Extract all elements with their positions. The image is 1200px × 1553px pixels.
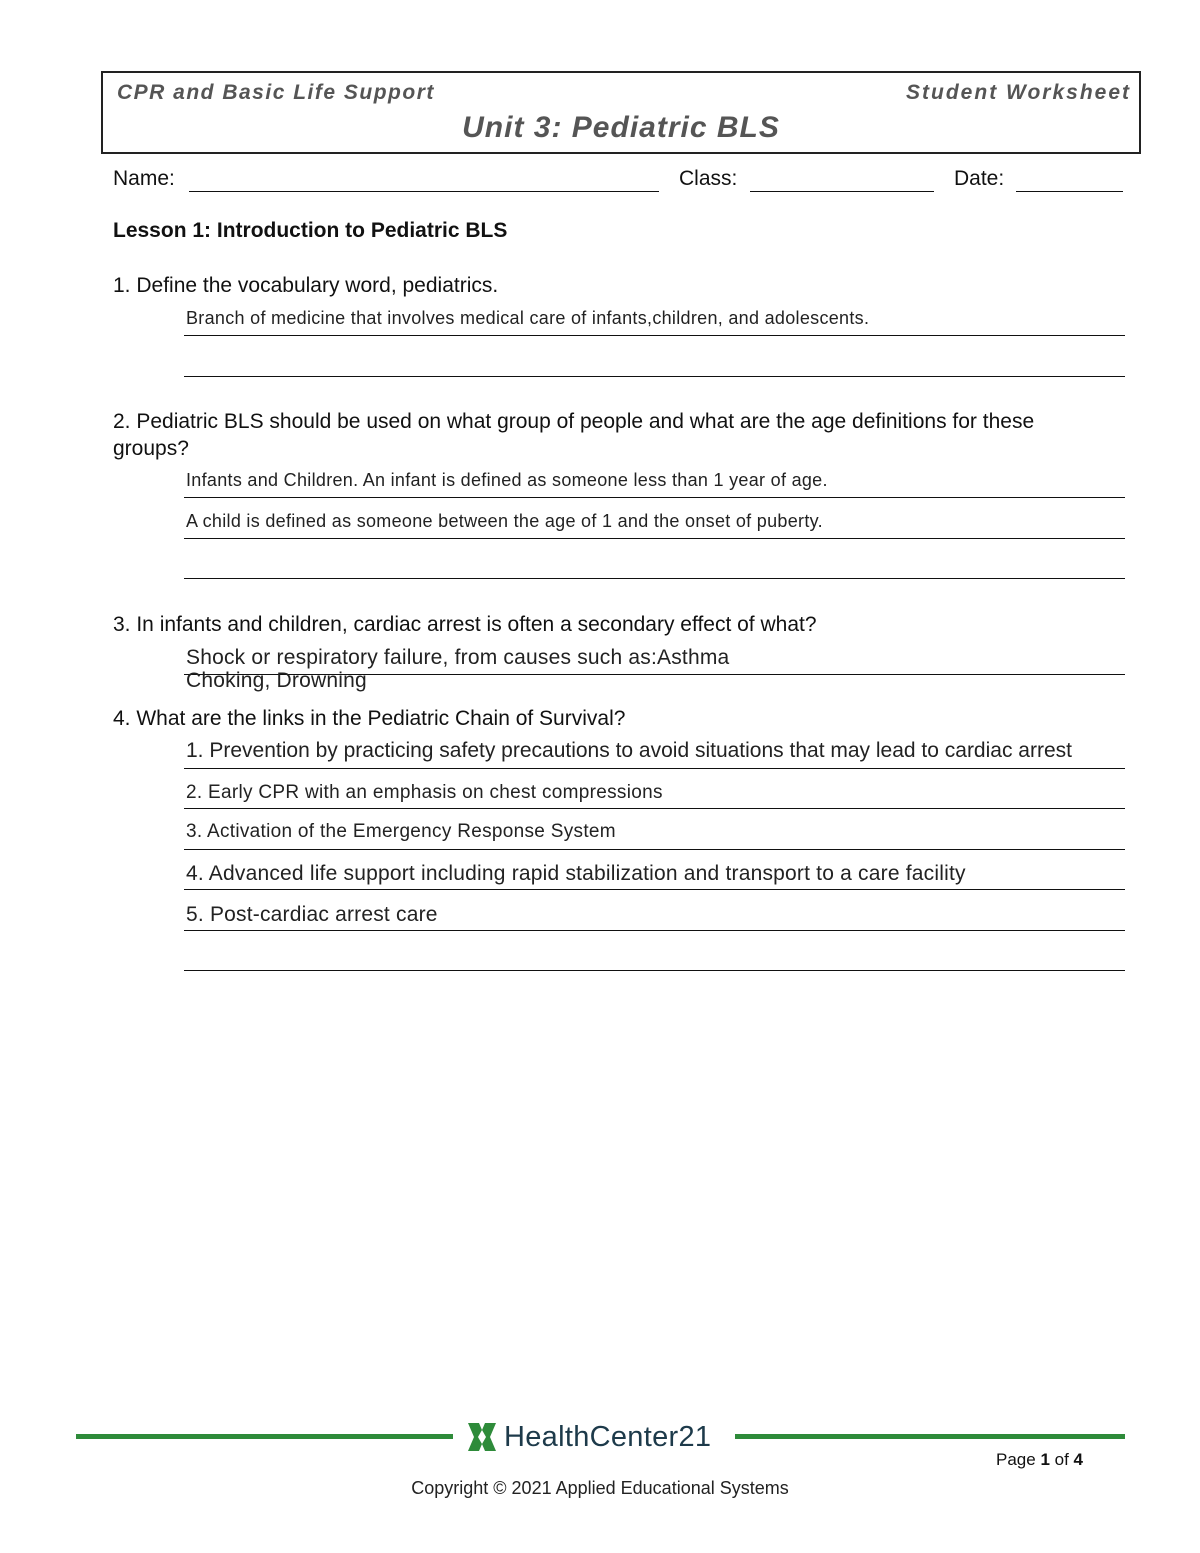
question-4-answer-2: 2. Early CPR with an emphasis on chest compressions (186, 782, 663, 803)
question-1-answer-1: Branch of medicine that involves medical care of infants,children, and adolescents. (186, 308, 870, 328)
question-4-answer-4: 4. Advanced life support including rapid stabilization and transport to a care facility (186, 862, 966, 885)
answer-line[interactable] (184, 497, 1125, 498)
worksheet-label: Student Worksheet (906, 81, 1131, 104)
name-field[interactable] (189, 191, 659, 192)
question-4-answer-5: 5. Post-cardiac arrest care (186, 903, 438, 926)
page-number: Page 1 of 4 (996, 1450, 1083, 1469)
question-4-answer-1: 1. Prevention by practicing safety precautions to avoid situations that may lead to cardiac arrest (186, 739, 1072, 762)
date-field[interactable] (1016, 191, 1123, 192)
worksheet-header (101, 71, 1141, 154)
logo-text: HealthCenter21 (504, 1420, 712, 1453)
footer-divider-left (76, 1434, 453, 1439)
name-label: Name: (113, 167, 175, 190)
answer-line[interactable] (184, 578, 1125, 579)
answer-line[interactable] (184, 335, 1125, 336)
answer-line[interactable] (184, 538, 1125, 539)
answer-line[interactable] (184, 930, 1125, 931)
copyright-notice: Copyright © 2021 Applied Educational Systems (411, 1478, 789, 1498)
answer-line[interactable] (184, 970, 1125, 971)
question-4-prompt: 4. What are the links in the Pediatric Chain of Survival? (113, 707, 626, 730)
class-label: Class: (679, 167, 738, 190)
answer-line[interactable] (184, 376, 1125, 377)
question-2-answer-1: Infants and Children. An infant is defined as someone less than 1 year of age. (186, 470, 828, 490)
question-3-answer-1: Shock or respiratory failure, from causes such as:Asthma (186, 646, 730, 669)
student-info-row (113, 167, 1125, 197)
question-2-prompt: 2. Pediatric BLS should be used on what group of people and what are the age definitions for these groups? (113, 410, 1035, 460)
answer-line[interactable] (184, 849, 1125, 850)
class-field[interactable] (750, 191, 934, 192)
question-4-answer-3: 3. Activation of the Emergency Response System (186, 821, 616, 842)
question-2-answer-2: A child is defined as someone between the age of 1 and the onset of puberty. (186, 511, 823, 531)
date-label: Date: (954, 167, 1005, 190)
question-3-answer-2: Choking, Drowning (186, 669, 367, 692)
course-title: CPR and Basic Life Support (117, 81, 435, 104)
answer-line[interactable] (184, 808, 1125, 809)
unit-title: Unit 3: Pediatric BLS (462, 111, 780, 144)
question-1-prompt: 1. Define the vocabulary word, pediatrics. (113, 274, 499, 297)
answer-line[interactable] (184, 768, 1125, 769)
lesson-title: Lesson 1: Introduction to Pediatric BLS (113, 219, 508, 242)
healthcenter21-logo (466, 1417, 711, 1457)
footer-divider-right (735, 1434, 1125, 1439)
question-3-prompt: 3. In infants and children, cardiac arrest is often a secondary effect of what? (113, 613, 817, 636)
answer-line[interactable] (184, 889, 1125, 890)
healthcenter21-cross-icon (466, 1422, 498, 1452)
